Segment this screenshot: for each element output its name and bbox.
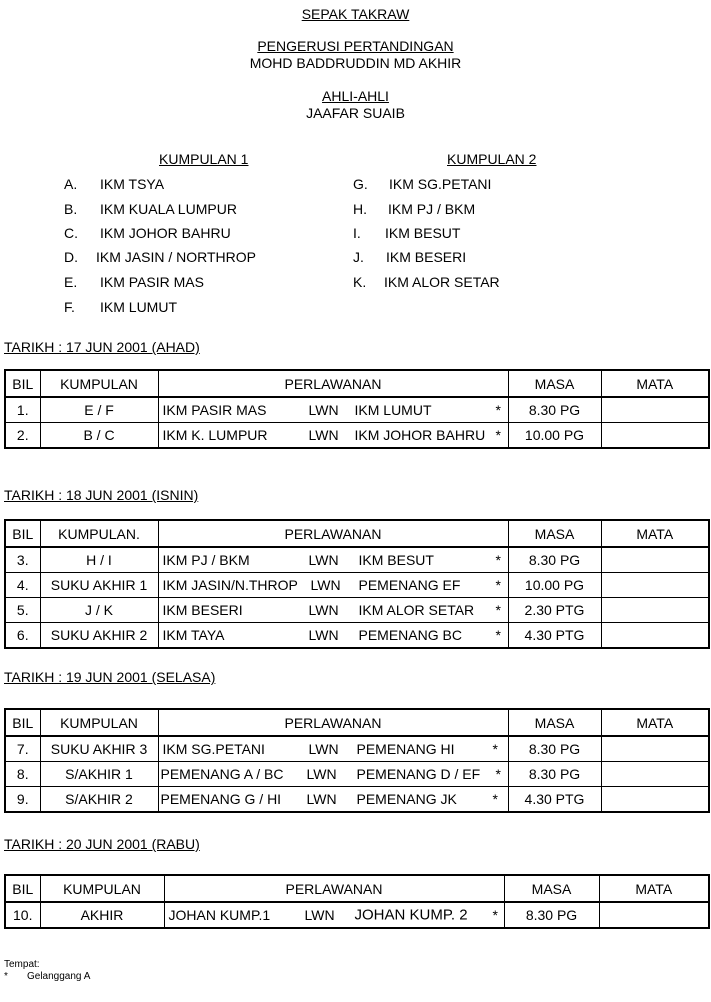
header-mata: MATA bbox=[601, 370, 709, 397]
list-item-name: IKM PASIR MAS bbox=[100, 274, 204, 290]
list-item: A. bbox=[64, 176, 78, 192]
header-kumpulan: KUMPULAN. bbox=[40, 520, 158, 547]
venue-label: Tempat: bbox=[4, 959, 40, 970]
list-item: D. bbox=[64, 249, 79, 265]
header-kumpulan: KUMPULAN bbox=[40, 875, 164, 902]
list-item-name: IKM BESERI bbox=[386, 249, 467, 265]
list-item-name: IKM PJ / BKM bbox=[388, 201, 476, 217]
group1-label: KUMPULAN 1 bbox=[159, 151, 249, 167]
table-row: 3. H / I IKM PJ / BKM LWN IKM BESUT * 8.30 PG bbox=[5, 547, 709, 573]
header-kumpulan: KUMPULAN bbox=[40, 370, 158, 397]
match-cell: IKM PASIR MAS LWN IKM LUMUT * bbox=[158, 397, 508, 423]
table-row: 7. SUKU AKHIR 3 IKM SG.PETANI LWN PEMENANG HI * 8.30 PG bbox=[5, 736, 709, 762]
match-cell: IKM TAYA LWN PEMENANG BC * bbox=[158, 623, 508, 649]
table-row: 10. AKHIR JOHAN KUMP.1 LWN JOHAN KUMP. 2 * 8.30 PG bbox=[5, 902, 709, 928]
table-row: 6. SUKU AKHIR 2 IKM TAYA LWN PEMENANG BC * 4.30 PTG bbox=[5, 623, 709, 649]
chairman-label: PENGERUSI PERTANDINGAN bbox=[257, 38, 454, 54]
list-item-name: IKM BESUT bbox=[385, 225, 461, 241]
list-item-name: IKM JOHOR BAHRU bbox=[100, 225, 231, 241]
date-heading: TARIKH : 19 JUN 2001 (SELASA) bbox=[4, 669, 216, 685]
list-item-name: IKM JASIN / NORTHROP bbox=[96, 249, 256, 265]
date-heading: TARIKH : 17 JUN 2001 (AHAD) bbox=[4, 339, 200, 355]
group2-label: KUMPULAN 2 bbox=[447, 151, 537, 167]
list-item: E. bbox=[64, 274, 78, 290]
header-mata: MATA bbox=[601, 709, 709, 736]
header-kumpulan: KUMPULAN bbox=[40, 709, 158, 736]
header-perlawanan: PERLAWANAN bbox=[158, 520, 508, 547]
list-item: F. bbox=[64, 299, 75, 315]
list-item: C. bbox=[64, 225, 79, 241]
header-mata: MATA bbox=[599, 875, 709, 902]
match-cell: IKM K. LUMPUR LWN IKM JOHOR BAHRU * bbox=[158, 423, 508, 449]
match-cell: IKM BESERI LWN IKM ALOR SETAR * bbox=[158, 598, 508, 623]
match-cell: IKM SG.PETANI LWN PEMENANG HI * bbox=[158, 736, 508, 762]
match-cell: PEMENANG A / BC LWN PEMENANG D / EF * bbox=[158, 762, 508, 787]
header-masa: MASA bbox=[508, 370, 601, 397]
match-cell: IKM JASIN/N.THROP LWN PEMENANG EF * bbox=[158, 573, 508, 598]
schedule-table bbox=[4, 874, 710, 929]
table-row: 9. S/AKHIR 2 PEMENANG G / HI LWN PEMENANG JK * 4.30 PTG bbox=[5, 787, 709, 813]
table-header-row bbox=[5, 370, 709, 397]
table-header-row bbox=[5, 875, 709, 902]
members-name: JAAFAR SUAIB bbox=[306, 105, 405, 121]
chairman-name: MOHD BADDRUDDIN MD AKHIR bbox=[249, 55, 462, 71]
date-heading: TARIKH : 18 JUN 2001 (ISNIN) bbox=[4, 487, 199, 503]
table-row: 8. S/AKHIR 1 PEMENANG A / BC LWN PEMENANG D / EF * 8.30 PG bbox=[5, 762, 709, 787]
schedule-table bbox=[4, 369, 710, 449]
members-label: AHLI-AHLI bbox=[322, 88, 389, 104]
header-masa: MASA bbox=[508, 520, 601, 547]
list-item: I. bbox=[353, 225, 361, 241]
table-header-row bbox=[5, 709, 709, 736]
list-item: K. bbox=[353, 274, 367, 290]
table-row: 5. J / K IKM BESERI LWN IKM ALOR SETAR * 2.30 PTG bbox=[5, 598, 709, 623]
header-perlawanan: PERLAWANAN bbox=[164, 875, 504, 902]
header-bil: BIL bbox=[5, 520, 40, 547]
venue-name: Gelanggang A bbox=[27, 971, 91, 982]
schedule-table bbox=[4, 519, 710, 649]
table-row: 2. B / C IKM K. LUMPUR LWN IKM JOHOR BAHRU * 10.00 PG bbox=[5, 423, 709, 449]
header-perlawanan: PERLAWANAN bbox=[158, 370, 508, 397]
header-bil: BIL bbox=[5, 709, 40, 736]
document-title: SEPAK TAKRAW bbox=[301, 6, 410, 22]
table-header-row bbox=[5, 520, 709, 547]
header-perlawanan: PERLAWANAN bbox=[158, 709, 508, 736]
list-item-name: IKM KUALA LUMPUR bbox=[100, 201, 237, 217]
table-row: 1. E / F IKM PASIR MAS LWN IKM LUMUT * 8.30 PG bbox=[5, 397, 709, 423]
header-bil: BIL bbox=[5, 370, 40, 397]
list-item: H. bbox=[353, 201, 368, 217]
header-bil: BIL bbox=[5, 875, 40, 902]
date-heading: TARIKH : 20 JUN 2001 (RABU) bbox=[4, 836, 200, 852]
list-item: G. bbox=[353, 176, 368, 192]
list-item-name: IKM LUMUT bbox=[100, 299, 177, 315]
header-masa: MASA bbox=[508, 709, 601, 736]
match-cell: PEMENANG G / HI LWN PEMENANG JK * bbox=[158, 787, 508, 813]
list-item-name: IKM ALOR SETAR bbox=[384, 274, 500, 290]
match-cell: JOHAN KUMP.1 LWN JOHAN KUMP. 2 * bbox=[164, 902, 504, 928]
list-item-name: IKM TSYA bbox=[100, 176, 165, 192]
venue-star: * bbox=[4, 971, 8, 982]
match-cell: IKM PJ / BKM LWN IKM BESUT * bbox=[158, 547, 508, 573]
header-mata: MATA bbox=[601, 520, 709, 547]
list-item: B. bbox=[64, 201, 78, 217]
schedule-table bbox=[4, 708, 710, 813]
list-item: J. bbox=[353, 249, 364, 265]
table-row: 4. SUKU AKHIR 1 IKM JASIN/N.THROP LWN PEMENANG EF * 10.00 PG bbox=[5, 573, 709, 598]
header-masa: MASA bbox=[504, 875, 599, 902]
list-item-name: IKM SG.PETANI bbox=[389, 176, 492, 192]
